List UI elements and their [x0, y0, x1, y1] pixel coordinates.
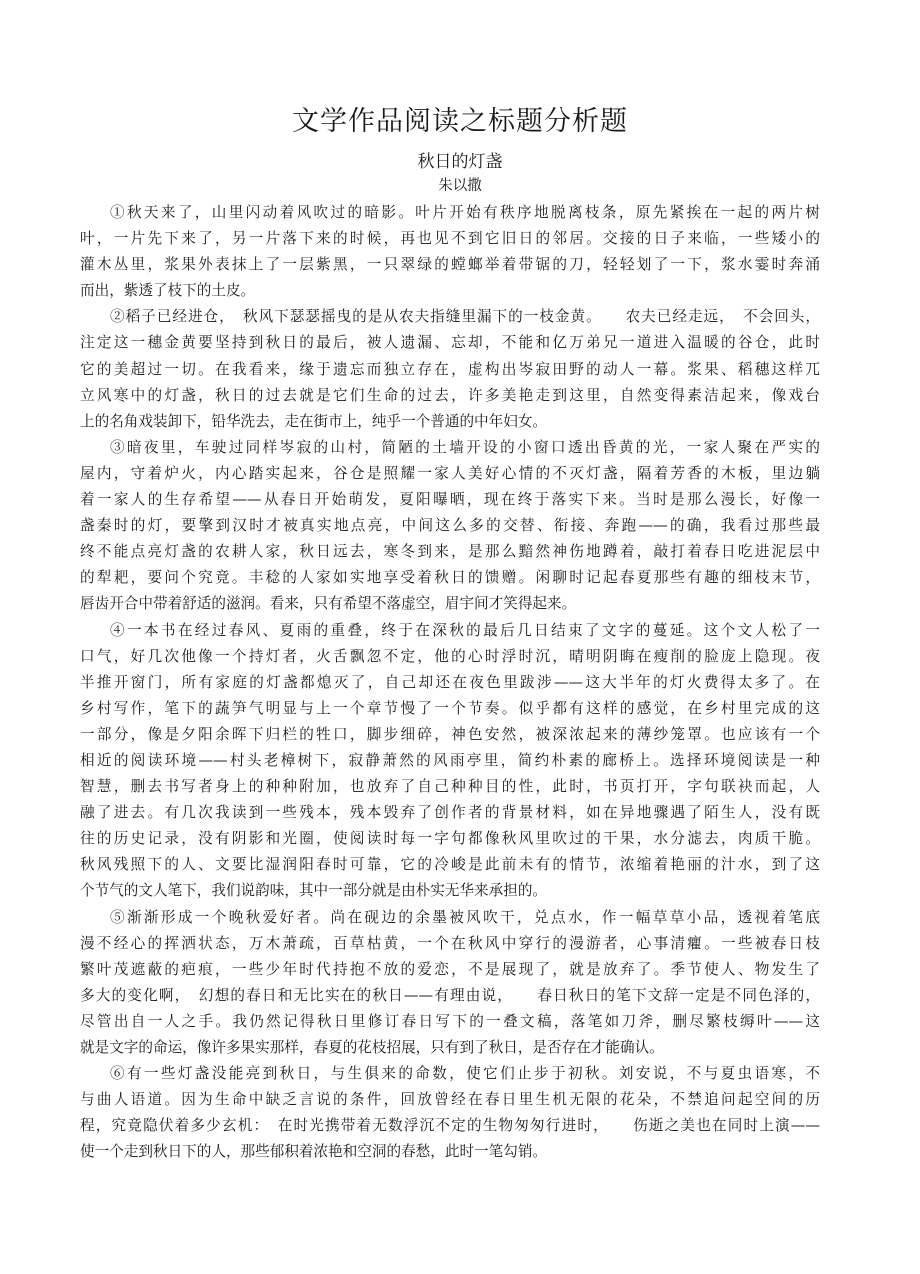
- text-line: 一部分，像是夕阳余晖下归栏的牲口，脚步细碎，神色安然，被深浓起来的薄纱笼罩。也应该有一个: [80, 725, 820, 743]
- text-line: 繁叶茂遮蔽的疤痕，一些少年时代持抱不放的爱恋，不是展现了，就是放弃了。季节使人、物发生了: [80, 960, 820, 978]
- text-line: 终不能点亮灯盏的农耕人家，秋日远去，寒冬到来，是那么黯然神伤地蹲着，敲打着春日吃进泥层中: [80, 543, 820, 561]
- text-line: 融了进去。有几次我读到一些残本，残本毁弃了创作者的背景材料，如在异地骤遇了陌生人，没有既: [80, 804, 820, 822]
- text-line: 多大的变化啊， 幻想的春日和无比实在的秋日——有理由说， 春日秋日的笔下文辞一定是不同色泽的，: [80, 986, 820, 1004]
- text-line: 与曲人语道。因为生命中缺乏言说的条件，回放曾经在春日里生机无限的花朵，不禁追问起空间的历: [80, 1091, 820, 1109]
- page-title: 文学作品阅读之标题分析题: [292, 106, 628, 137]
- paragraph-6: [80, 1061, 820, 1165]
- text-line: 唇齿开合中带着舒适的滋润。看来，只有希望不落虚空，眉宇间才笑得起来。: [80, 595, 577, 613]
- text-line: 智慧，删去书写者身上的种种附加，也放弃了自己种种目的性，此时，书页打开，字句联袂而起，人: [80, 778, 820, 796]
- text-line: 口气，好几次他像一个持灯者，火舌飘忽不定，他的心时浮时沉，晴明阴晦在瘦削的脸庞上隐现。夜: [80, 647, 820, 665]
- text-line: 往的历史记录，没有阴影和光圈，使阅读时每一字句都像秋风里吹过的干果，水分滤去，肉质干脆。: [80, 830, 820, 848]
- text-line: ④一本书在经过春风、夏雨的重叠，终于在深秋的最后几日结束了文字的蔓延。这个文人松了一: [110, 621, 820, 639]
- text-line: 灌木丛里，浆果外表抹上了一层紫黑，一只翠绿的螳螂举着带锯的刀，轻轻划了一下，浆水霎时奔涌: [80, 256, 820, 274]
- text-line: 上的名角戏装卸下，铅华洗去，走在街市上，纯乎一个普通的中年妇女。: [80, 412, 548, 430]
- text-line: 它的美超过一切。在我看来，缘于遗忘而独立存在，虚构出岑寂田野的动人一幕。浆果、稻穗这样兀: [80, 360, 820, 378]
- author-name: 朱以撒: [438, 178, 482, 194]
- text-line: 相近的阅读环境——村头老樟树下，寂静萧然的风雨亭里，简约朴素的廊桥上。选择环境阅读是一种: [80, 751, 820, 769]
- text-line: 立风寒中的灯盏，秋日的过去就是它们生命的过去，许多美艳走到这里，自然变得素洁起来，像戏台: [80, 386, 820, 404]
- paragraph-5: [80, 905, 820, 1062]
- text-line: 盏秦时的灯，要擎到汉时才被真实地点亮，中间这么多的交替、衔接、奔跑——的确，我看过那些最: [80, 517, 820, 535]
- text-line: 注定这一穗金黄要坚持到秋日的最后，被人遗漏、忘却，不能和亿万弟兄一道进入温暖的谷仓，此时: [80, 334, 820, 352]
- text-line: 漫不经心的挥洒状态，万木萧疏，百草枯黄，一个在秋风中穿行的漫游者，心事清癯。一些被春日枝: [80, 934, 820, 952]
- text-line: 个节气的文人笔下，我们说韵味，其中一部分就是由朴实无华来承担的。: [80, 882, 548, 900]
- text-line: ⑤渐渐形成一个晚秋爱好者。尚在砚边的余墨被风吹干，兑点水，作一幅草草小品，透视着笔底: [110, 908, 820, 926]
- text-line: 屋内，守着炉火，内心踏实起来，谷仓是照耀一家人美好心情的不灭灯盏，隔着芳香的木板，里边躺: [80, 464, 820, 482]
- text-line: 使一个走到秋日下的人，那些郁积着浓艳和空洞的春愁，此时一笔勾销。: [80, 1143, 548, 1161]
- paragraph-2: [80, 304, 820, 434]
- text-line: 半推开窗门，所有家庭的灯盏都熄灭了，自己却还在夜色里跋涉——这大半年的灯火费得太多了。在: [80, 673, 820, 691]
- article-title: 秋日的灯盏: [417, 152, 503, 172]
- text-line: ①秋天来了，山里闪动着风吹过的暗影。叶片开始有秩序地脱离枝条，原先紧挨在一起的两片树: [110, 204, 820, 221]
- paragraph-3: [80, 435, 820, 618]
- text-line: 尽管出自一人之手。我仍然记得秋日里修订春日写下的一叠文稿，落笔如刀斧，删尽繁枝缛叶——这: [80, 1012, 820, 1030]
- text-line: 乡村写作，笔下的蔬笋气明显与上一个章节慢了一个节奏。似乎都有这样的感觉，在乡村里完成的这: [80, 699, 820, 717]
- text-line: 程，究竟隐伏着多少玄机： 在时光携带着无数浮沉不定的生物匆匆行进时， 伤逝之美也在同时上演——: [80, 1117, 820, 1135]
- text-line: 而出，紫透了枝下的土皮。: [80, 282, 256, 300]
- text-line: 的犁耙，要问个究竟。丰稔的人家如实地享受着秋日的馈赠。闲聊时记起春夏那些有趣的细枝末节，: [80, 569, 820, 587]
- text-line: ②稻子已经进仓， 秋风下瑟瑟摇曳的是从农夫指缝里漏下的一枝金黄。 农夫已经走远， 不会回头，: [110, 308, 820, 326]
- text-line: 就是文字的命运，像许多果实那样，春夏的花枝招展，只有到了秋日，是否存在才能确认。: [80, 1039, 664, 1056]
- paragraph-4: [80, 618, 820, 905]
- text-line: ③暗夜里，车驶过同样岑寂的山村，简陋的土墙开设的小窗口透出昏黄的光，一家人聚在严实的: [110, 438, 820, 456]
- paragraph-1: [80, 200, 820, 304]
- text-line: ⑥有一些灯盏没能亮到秋日，与生俱来的命数，使它们止步于初秋。刘安说，不与夏虫语寒，不: [110, 1065, 820, 1083]
- text-line: 着一家人的生存希望——从春日开始萌发，夏阳曝晒，现在终于落实下来。当时是那么漫长，好像一: [80, 491, 820, 509]
- text-line: 秋风残照下的人、文要比湿润阳春时可靠，它的冷峻是此前未有的情节，浓缩着艳丽的汁水，到了这: [80, 856, 820, 874]
- text-line: 叶，一片先下来了，另一片落下来的时候，再也见不到它旧日的邻居。交接的日子来临，一些矮小的: [80, 230, 820, 248]
- article-body: [80, 200, 820, 1165]
